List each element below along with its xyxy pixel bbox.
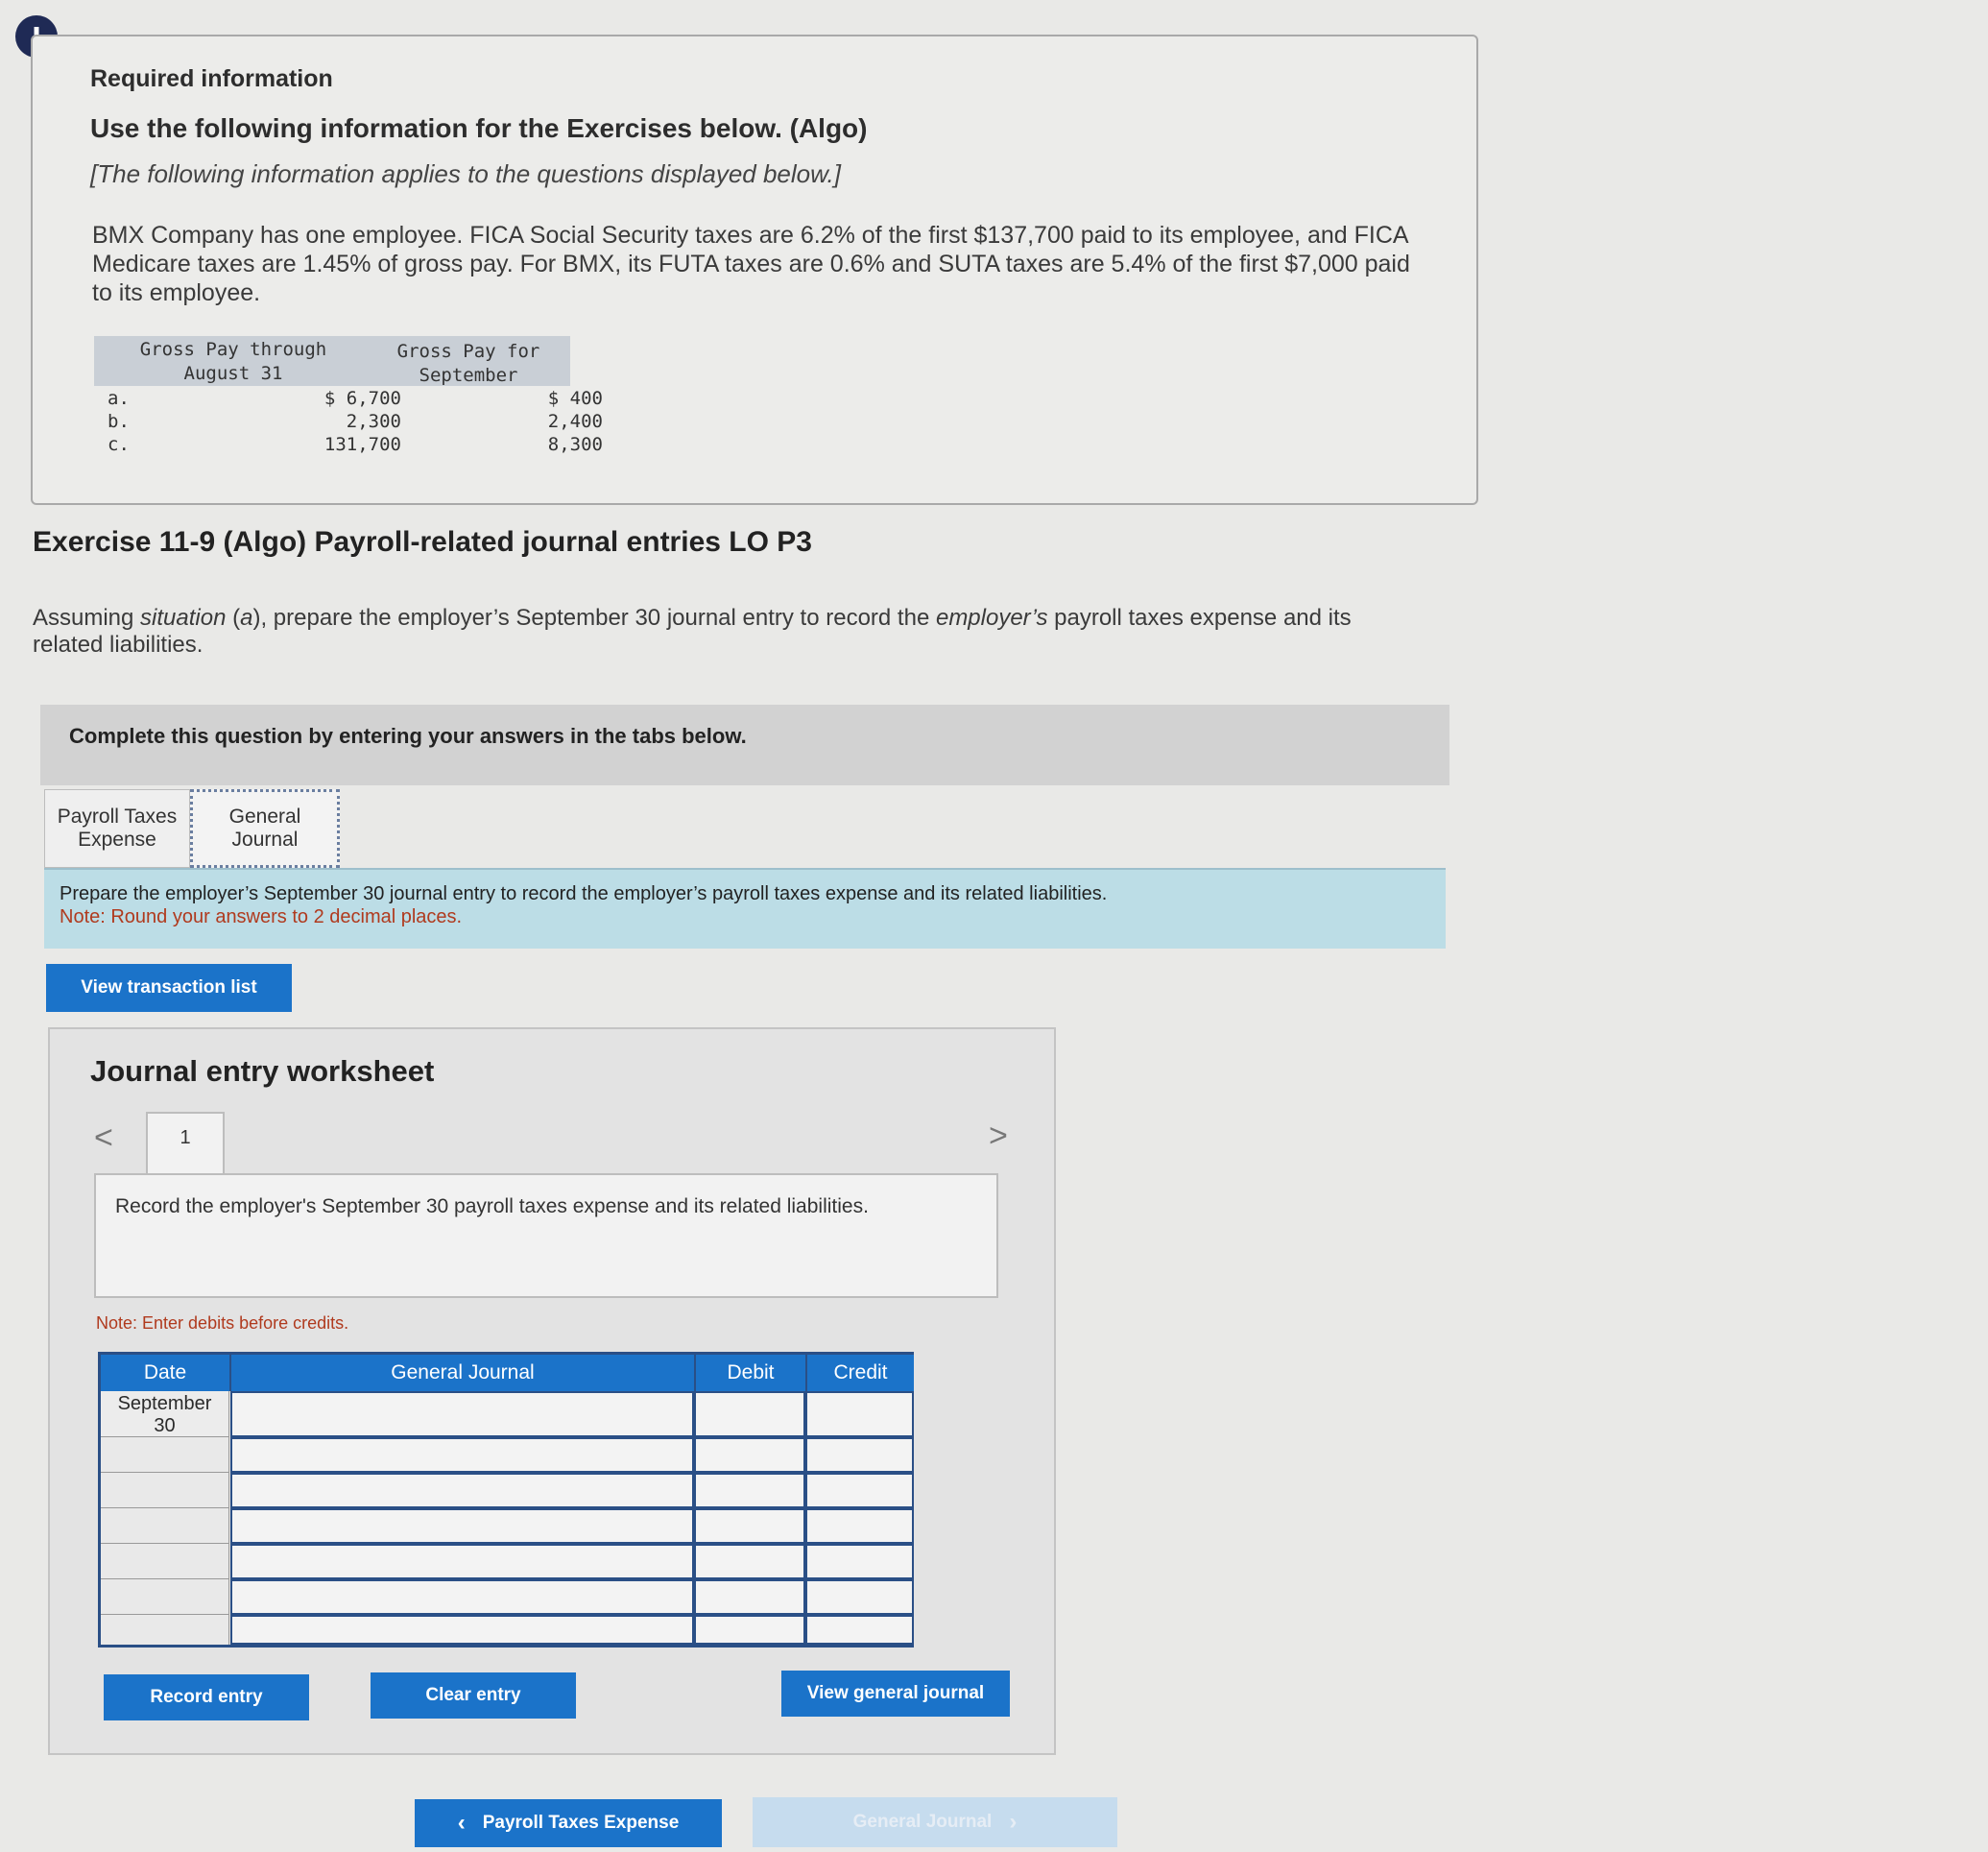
chevron-right-icon[interactable]: >: [989, 1118, 1008, 1154]
exercise-prompt: Assuming situation (a), prepare the employer’s September 30 journal entry to record the employer’s payroll taxes expense and its related liabilities.: [33, 605, 1352, 658]
credit-input[interactable]: [805, 1437, 914, 1473]
gross-pay-table: [94, 336, 603, 455]
date-cell: [101, 1473, 229, 1508]
credit-input[interactable]: [805, 1508, 914, 1544]
tab-general-journal[interactable]: General Journal: [190, 789, 340, 868]
debit-input[interactable]: [694, 1615, 805, 1645]
view-transaction-list-button[interactable]: View transaction list: [46, 964, 292, 1012]
debit-input[interactable]: [694, 1437, 805, 1473]
date-cell: [101, 1508, 229, 1544]
use-info-heading: Use the following information for the Exercises below. (Algo): [90, 113, 868, 143]
date-cell: [101, 1544, 229, 1579]
tab-payroll-taxes-expense[interactable]: Payroll Taxes Expense: [44, 789, 190, 868]
chevron-left-icon: ‹: [457, 1810, 466, 1836]
next-tab-button[interactable]: General Journal ›: [753, 1797, 1117, 1847]
exercise-title: Exercise 11-9 (Algo) Payroll-related journal entries LO P3: [33, 526, 812, 558]
gross-pay-table-header: Gross Pay through August 31 Gross Pay for September: [94, 336, 570, 386]
complete-banner-text: Complete this question by entering your answers in the tabs below.: [69, 724, 747, 748]
account-input[interactable]: [230, 1473, 694, 1508]
record-entry-button[interactable]: Record entry: [104, 1674, 309, 1720]
instruction-text: Prepare the employer’s September 30 journal entry to record the employer’s payroll taxes expense and its related liabilities.: [60, 883, 1108, 904]
credit-input[interactable]: [805, 1473, 914, 1508]
credit-input[interactable]: [805, 1579, 914, 1615]
prev-tab-button[interactable]: ‹ Payroll Taxes Expense: [415, 1799, 722, 1847]
chevron-right-icon: ›: [1009, 1809, 1018, 1835]
view-general-journal-button[interactable]: View general journal: [781, 1671, 1010, 1717]
debit-input[interactable]: [694, 1508, 805, 1544]
account-input[interactable]: [230, 1508, 694, 1544]
credit-input[interactable]: [805, 1615, 914, 1645]
debit-input[interactable]: [694, 1579, 805, 1615]
date-cell: [101, 1615, 229, 1645]
account-input[interactable]: [230, 1579, 694, 1615]
debit-input[interactable]: [694, 1544, 805, 1579]
debit-input[interactable]: [694, 1473, 805, 1508]
account-input[interactable]: [230, 1437, 694, 1473]
debits-credits-note: Note: Enter debits before credits.: [96, 1313, 349, 1333]
date-cell: September 30: [101, 1391, 229, 1437]
account-input[interactable]: [230, 1544, 694, 1579]
credit-input[interactable]: [805, 1391, 914, 1437]
worksheet-tab-1[interactable]: 1: [146, 1112, 225, 1175]
debit-input[interactable]: [694, 1391, 805, 1437]
account-input[interactable]: [230, 1391, 694, 1437]
record-instruction-text: Record the employer's September 30 payroll taxes expense and its related liabilities.: [115, 1195, 869, 1217]
general-journal-column-header: General Journal: [229, 1355, 694, 1391]
credit-column-header: Credit: [805, 1355, 914, 1391]
debit-column-header: Debit: [694, 1355, 805, 1391]
required-info-title: Required information: [90, 65, 333, 92]
rounding-note: Note: Round your answers to 2 decimal places.: [60, 906, 463, 927]
account-input[interactable]: [230, 1615, 694, 1645]
table-row: a. $ 6,700 $ 400: [108, 388, 603, 409]
worksheet-title: Journal entry worksheet: [90, 1054, 435, 1088]
table-row: b. 2,300 2,400: [108, 411, 603, 432]
general-journal-table: [98, 1352, 914, 1648]
table-row: c. 131,700 8,300: [108, 434, 603, 455]
clear-entry-button[interactable]: Clear entry: [371, 1672, 576, 1719]
credit-input[interactable]: [805, 1544, 914, 1579]
chevron-left-icon[interactable]: <: [94, 1119, 113, 1156]
date-cell: [101, 1579, 229, 1615]
date-cell: [101, 1437, 229, 1473]
date-column-header: Date: [101, 1355, 229, 1391]
applies-note: [The following information applies to the questions displayed below.]: [90, 159, 841, 188]
company-description: BMX Company has one employee. FICA Social Security taxes are 6.2% of the first $137,700 paid to its employee, and FICA Medicare taxes are 1.45% of gross pay. For BMX, its FUTA taxes are 0.6% and SUTA taxes are 5.4% of the first $7,000 paid to its employee.: [92, 222, 1410, 306]
